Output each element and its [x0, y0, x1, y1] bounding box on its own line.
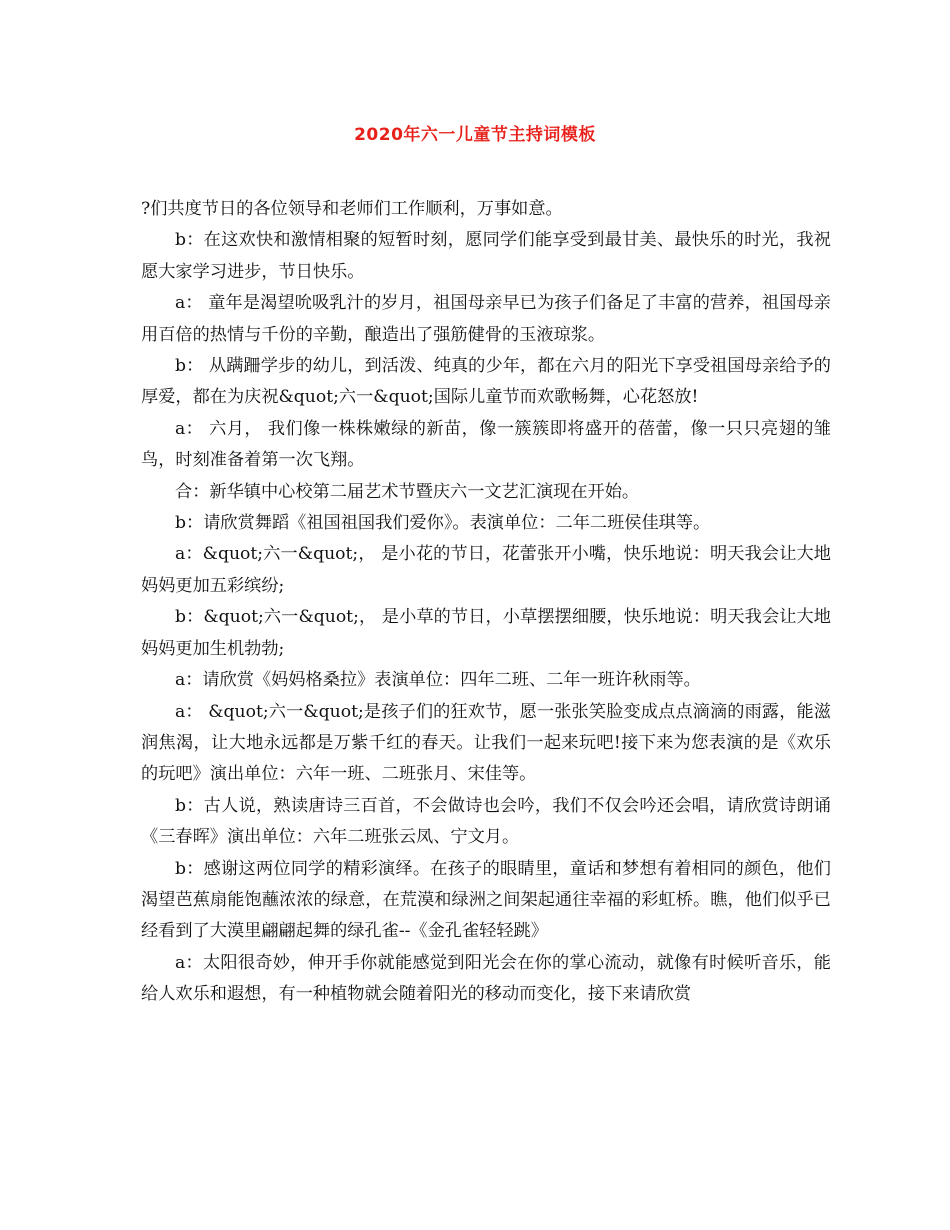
paragraph: a：请欣赏《妈妈格桑拉》表演单位：四年二班、二年一班许秋雨等。 — [175, 670, 701, 691]
paragraph: a：&quot;六一&quot;， 是小花的节日，花蕾张开小嘴，快乐地说：明天我会让大地妈妈更加五彩缤纷; — [141, 544, 831, 596]
paragraph: b：感谢这两位同学的精彩演绎。在孩子的眼睛里，童话和梦想有着相同的颜色，他们渴望芭蕉扇能饱蘸浓浓的绿意，在荒漠和绿洲之间架起通往幸福的彩虹桥。瞧，他们似乎已经看到了大漠里翩翩起舞的绿孔雀--《金孔雀轻轻跳》 — [141, 858, 831, 942]
paragraph: b：在这欢快和激情相聚的短暂时刻，愿同学们能享受到最甘美、最快乐的时光，我祝愿大家学习进步，节日快乐。 — [141, 230, 831, 282]
paragraph: b：请欣赏舞蹈《祖国祖国我们爱你》。表演单位：二年二班侯佳琪等。 — [175, 513, 711, 534]
paragraph: a： &quot;六一&quot;是孩子们的狂欢节，愿一张张笑脸变成点点滴滴的雨露，能滋润焦渴，让大地永远都是万紫千红的春天。让我们一起来玩吧!接下来为您表演的是《欢乐的玩吧》演出单位：六年一班、二班张月、宋佳等。 — [141, 701, 831, 785]
paragraph: b： 从蹒跚学步的幼儿，到活泼、纯真的少年，都在六月的阳光下享受祖国母亲给予的厚爱，都在为庆祝&quot;六一&quot;国际儿童节而欢歌畅舞，心花怒放! — [141, 356, 831, 408]
paragraph: b：古人说，熟读唐诗三百首，不会做诗也会吟，我们不仅会吟还会唱，请欣赏诗朗诵《三春晖》演出单位：六年二班张云凤、宁文月。 — [141, 795, 831, 848]
paragraph: b：&quot;六一&quot;， 是小草的节日，小草摆摆细腰，快乐地说：明天我会让大地妈妈更加生机勃勃; — [141, 607, 831, 659]
document-body — [141, 194, 831, 1011]
paragraph: a：太阳很奇妙，伸开手你就能感觉到阳光会在你的掌心流动，就像有时候听音乐，能给人欢乐和遐想，有一种植物就会随着阳光的移动而变化，接下来请欣赏 — [141, 952, 831, 1005]
paragraph: 合：新华镇中心校第二届艺术节暨庆六一文艺汇演现在开始。 — [175, 481, 640, 502]
document-title: 2020年六一儿童节主持词模板 — [354, 125, 596, 145]
paragraph: a： 六月， 我们像一株株嫩绿的新苗，像一簇簇即将盛开的蓓蕾，像一只只亮翅的雏鸟，时刻准备着第一次飞翔。 — [141, 418, 831, 471]
paragraph: a： 童年是渴望吮吸乳汁的岁月，祖国母亲早已为孩子们备足了丰富的营养，祖国母亲用百倍的热情与千份的辛勤，酿造出了强筋健骨的玉液琼浆。 — [141, 293, 831, 345]
paragraph: ?们共度节日的各位领导和老师们工作顺利，万事如意。 — [141, 199, 563, 219]
